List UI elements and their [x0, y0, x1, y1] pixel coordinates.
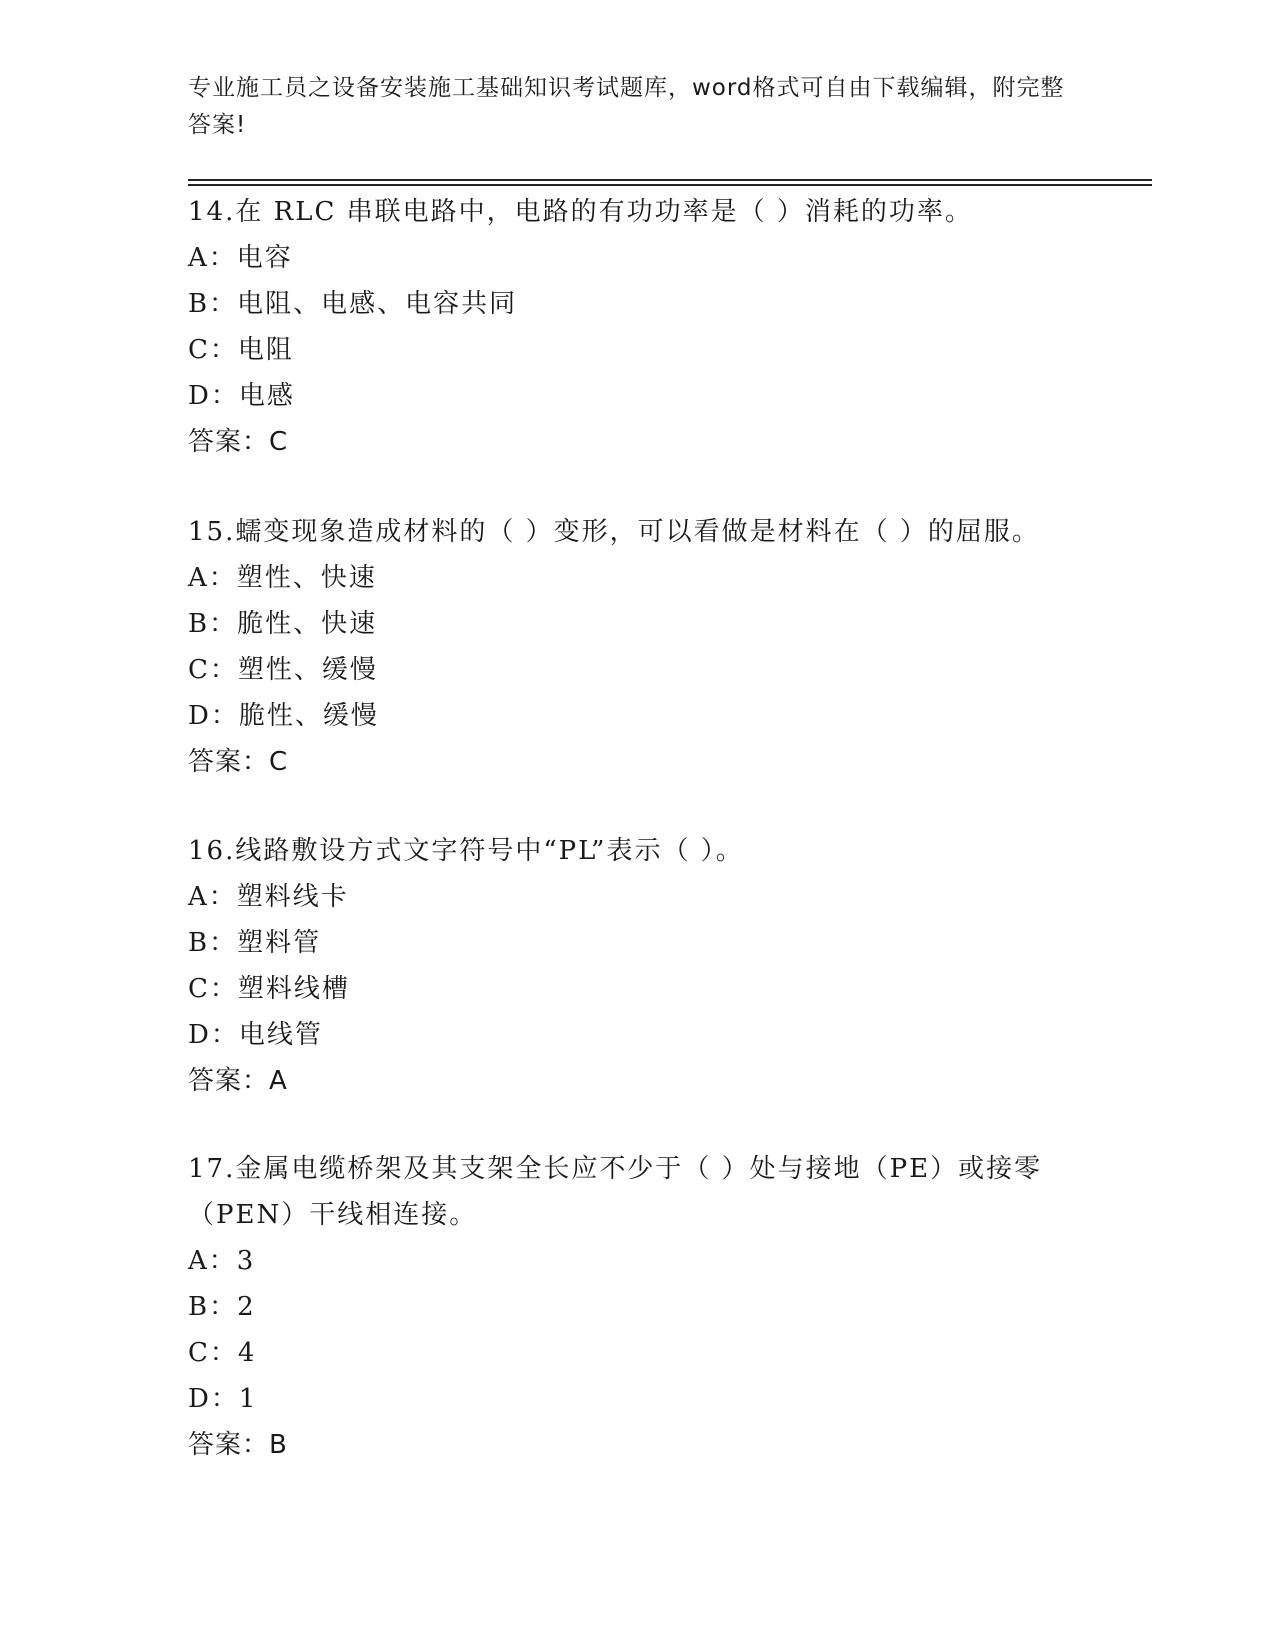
- answer-line: 答案：C: [188, 427, 289, 457]
- option-a: A：塑料线卡: [188, 882, 349, 912]
- option-c: C：4: [188, 1338, 257, 1368]
- header-divider-top: [188, 179, 1152, 181]
- option-b: B：电阻、电感、电容共同: [188, 289, 518, 319]
- option-b: B：塑料管: [188, 928, 322, 958]
- option-c: C：电阻: [188, 335, 294, 365]
- option-d: D：1: [188, 1384, 258, 1414]
- question-17: [188, 1146, 1088, 1468]
- answer-line: 答案：B: [188, 1430, 288, 1460]
- option-a: A：3: [188, 1246, 256, 1276]
- question-stem: 17.金属电缆桥架及其支架全长应不少于（ ）处与接地（PE）或接零（PEN）干线相连接。: [188, 1154, 1043, 1230]
- question-14: [188, 189, 1088, 465]
- option-d: D：电线管: [188, 1020, 323, 1050]
- option-b: B：2: [188, 1292, 256, 1322]
- option-a: A：电容: [188, 243, 293, 273]
- question-stem: 15.蠕变现象造成材料的（ ）变形，可以看做是材料在（ ）的屈服。: [188, 517, 1040, 547]
- option-c: C：塑料线槽: [188, 974, 350, 1004]
- option-a: A：塑性、快速: [188, 563, 377, 593]
- answer-line: 答案：A: [188, 1066, 288, 1096]
- option-d: D：脆性、缓慢: [188, 701, 379, 731]
- question-16: [188, 828, 1088, 1104]
- question-stem: 14.在 RLC 串联电路中，电路的有功功率是（ ）消耗的功率。: [188, 197, 973, 227]
- header-divider-bottom: [188, 184, 1152, 186]
- option-b: B：脆性、快速: [188, 609, 378, 639]
- document-header: 专业施工员之设备安装施工基础知识考试题库，word格式可自由下载编辑，附完整答案!: [188, 75, 1065, 138]
- option-c: C：塑性、缓慢: [188, 655, 378, 685]
- question-15: [188, 509, 1088, 785]
- option-d: D：电感: [188, 381, 295, 411]
- question-stem: 16.线路敷设方式文字符号中“PL”表示（ ）。: [188, 836, 744, 866]
- answer-line: 答案：C: [188, 747, 289, 777]
